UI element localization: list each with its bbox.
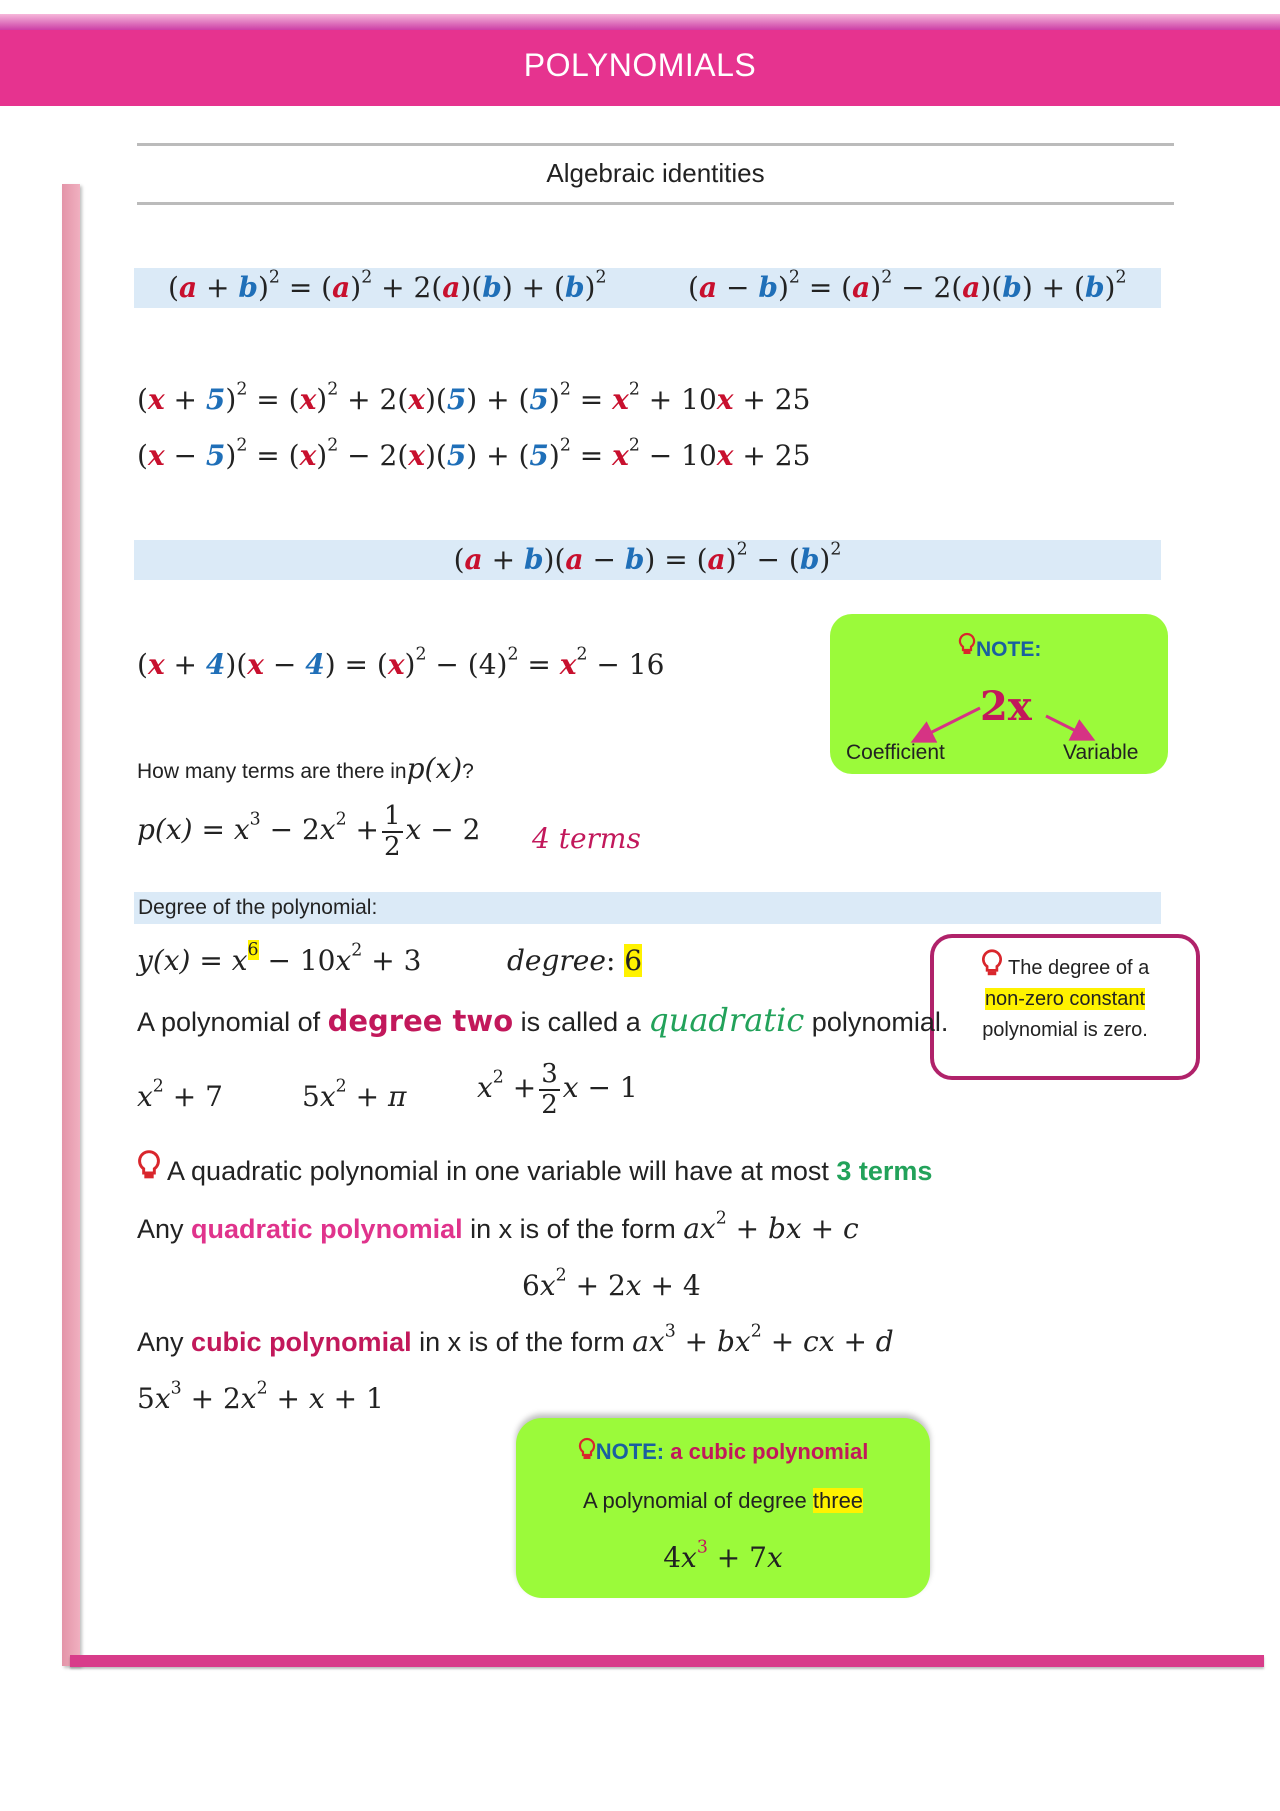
header-bar bbox=[0, 30, 1280, 106]
note-coefficient-label: Coefficient bbox=[846, 741, 945, 764]
note-term: 2x bbox=[980, 683, 1032, 730]
section-title: Algebraic identities bbox=[546, 158, 765, 188]
note-variable-label: Variable bbox=[1063, 741, 1139, 764]
note-zero-degree-text: The degree of a non-zero constant polynomial is zero. bbox=[932, 948, 1198, 1046]
quadratic-example-2: $5x^2 + \pi$ bbox=[302, 1076, 407, 1113]
note-coefficient-header bbox=[958, 632, 1041, 662]
identity-diff-squares: $(a + b)(a - b) = (a)^2 - (b)^2$ bbox=[453, 539, 842, 576]
example-square-diff: $(x - 5)^2 = (x)^2 - 2(x)(5) + (5)^2 = x^2 - 10x + 25$ bbox=[137, 435, 811, 472]
arrow-to-coefficient bbox=[916, 708, 980, 740]
cubic-form-example: $5x^3 + 2x^2 + x + 1$ bbox=[137, 1378, 384, 1415]
left-border bbox=[62, 184, 80, 1666]
example-square-sum: $(x + 5)^2 = (x)^2 + 2(x)(5) + (5)^2 = x^2 + 10x + 25$ bbox=[137, 379, 811, 416]
quadratic-tip: A quadratic polynomial in one variable will have at most 3 terms bbox=[137, 1148, 932, 1193]
cubic-form: Any cubic polynomial in x is of the form $ax^3 + bx^2$ + cx + d bbox=[137, 1321, 894, 1358]
lightbulb-icon bbox=[578, 1437, 596, 1465]
quadratic-intro: A polynomial of degree two is called a quadratic polynomial. bbox=[137, 1001, 949, 1039]
page-title: POLYNOMIALS bbox=[523, 47, 757, 83]
arrow-to-variable bbox=[1046, 716, 1090, 738]
quadratic-example-3: $x^2$ + $\frac{3}{2}$ x − 1 bbox=[477, 1059, 638, 1120]
lightbulb-icon bbox=[981, 948, 1003, 984]
header-top-strip bbox=[0, 14, 1280, 30]
identity-square-sum: $(a + b)^2 = (a)^2 + 2(a)(b) + (b)^2$ bbox=[168, 267, 607, 304]
note-coefficient-title: NOTE: bbox=[976, 638, 1042, 661]
bottom-border bbox=[70, 1655, 1264, 1667]
quadratic-example-1: $x^2 + 7$ bbox=[137, 1076, 223, 1113]
terms-count: 4 terms bbox=[532, 822, 641, 855]
note-cubic-text: A polynomial of degree three bbox=[582, 1488, 864, 1513]
degree-bar-label: Degree of the polynomial: bbox=[138, 896, 378, 919]
identity-square-diff: $(a - b)^2 = (a)^2 - 2(a)(b) + (b)^2$ bbox=[688, 267, 1127, 304]
section-top-rule bbox=[137, 143, 1174, 146]
lightbulb-icon bbox=[137, 1148, 161, 1193]
polynomial-p: $p(x) = x^3 - 2x^2$ + $\frac{1}{2}$ x − 2 bbox=[137, 801, 481, 862]
note-cubic-example: $4x^3 + 7x$ bbox=[663, 1537, 783, 1574]
quadratic-form-example: $6x^2 + 2x + 4$ bbox=[522, 1265, 701, 1302]
degree-value: degree: 6 bbox=[507, 944, 643, 977]
polynomial-y: $y(x) = x^6 - 10x^2 + 3$ bbox=[137, 940, 422, 977]
terms-question: How many terms are there inp(x)? bbox=[137, 752, 474, 785]
section-bottom-rule bbox=[137, 202, 1174, 205]
example-diff-squares: $(x + 4)(x - 4) = (x)^2 - (4)^2 = x^2 - 16$ bbox=[137, 644, 665, 681]
quadratic-form: Any quadratic polynomial in x is of the form $ax^2$ + bx + c bbox=[137, 1208, 859, 1245]
lightbulb-icon bbox=[958, 632, 976, 662]
note-cubic-header: NOTE: a cubic polynomial bbox=[516, 1437, 930, 1465]
